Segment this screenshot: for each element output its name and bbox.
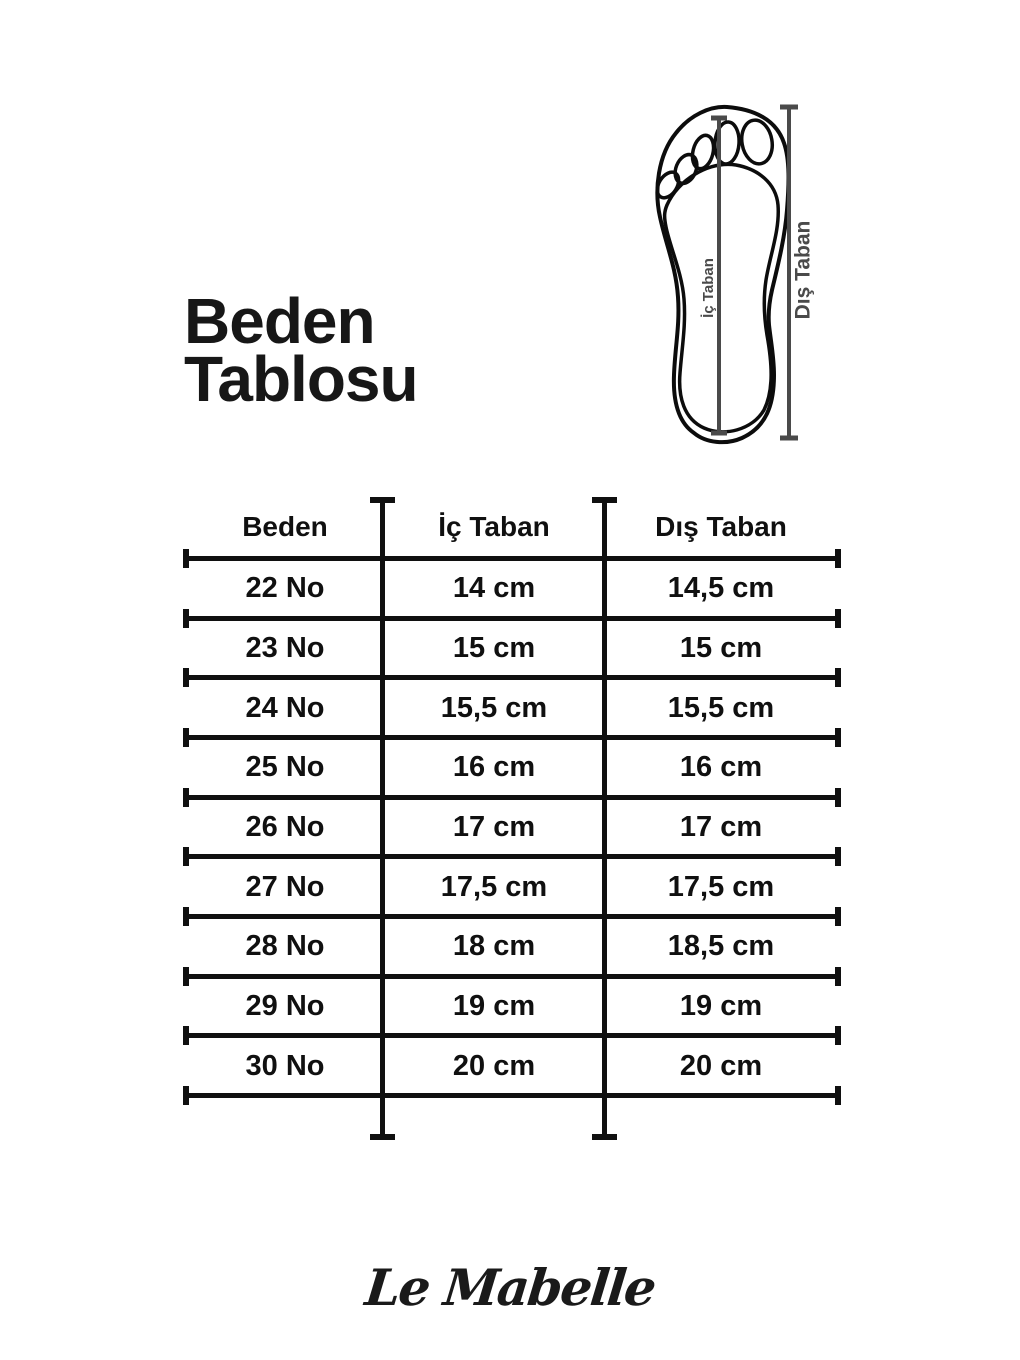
cell-dis-taban: 17 cm	[679, 810, 763, 843]
table-row	[187, 626, 837, 670]
cell-ic-taban: 17,5 cm	[440, 870, 548, 903]
cell-ic-taban: 19 cm	[452, 989, 536, 1022]
cell-ic-taban: 15 cm	[452, 631, 536, 664]
row-divider	[187, 914, 837, 919]
table-row	[187, 686, 837, 730]
row-divider	[187, 675, 837, 680]
row-divider	[187, 616, 837, 621]
table-row	[187, 924, 837, 968]
big-toe-icon	[738, 118, 775, 167]
cell-beden: 25 No	[245, 750, 325, 783]
cell-beden: 28 No	[245, 929, 325, 962]
cell-ic-taban: 20 cm	[452, 1049, 536, 1082]
cell-dis-taban: 14,5 cm	[667, 571, 775, 604]
cell-beden: 26 No	[245, 810, 325, 843]
foot-diagram	[618, 85, 870, 465]
cell-dis-taban: 15,5 cm	[667, 691, 775, 724]
table-row	[187, 984, 837, 1028]
cell-dis-taban: 19 cm	[679, 989, 763, 1022]
page-title	[184, 285, 418, 415]
cell-beden: 29 No	[245, 989, 325, 1022]
row-divider	[187, 795, 837, 800]
row-divider	[187, 1033, 837, 1038]
table-row	[187, 805, 837, 849]
table-header-row	[187, 505, 837, 549]
outer-sole-label: Dış Taban	[791, 220, 815, 320]
cell-beden: 22 No	[245, 571, 325, 604]
cell-ic-taban: 17 cm	[452, 810, 536, 843]
cell-dis-taban: 18,5 cm	[667, 929, 775, 962]
cell-dis-taban: 20 cm	[679, 1049, 763, 1082]
row-divider	[187, 1093, 837, 1098]
page-title-line2: Tablosu	[184, 343, 418, 415]
table-row	[187, 865, 837, 909]
cell-beden: 27 No	[245, 870, 325, 903]
row-divider	[187, 854, 837, 859]
cell-dis-taban: 17,5 cm	[667, 870, 775, 903]
table-row	[187, 1044, 837, 1088]
cell-beden: 30 No	[245, 1049, 325, 1082]
row-divider	[187, 735, 837, 740]
cell-beden: 23 No	[245, 631, 325, 664]
header-ic-taban: İç Taban	[438, 511, 550, 542]
size-table	[187, 497, 837, 1140]
row-divider	[187, 556, 837, 561]
table-row	[187, 566, 837, 610]
cell-dis-taban: 15 cm	[679, 631, 763, 664]
header-dis-taban: Dış Taban	[655, 511, 787, 542]
cell-beden: 24 No	[245, 691, 325, 724]
inner-sole-label: İç Taban	[699, 258, 717, 318]
cell-ic-taban: 14 cm	[452, 571, 536, 604]
brand-logo: Le Mabelle	[362, 1258, 658, 1317]
row-divider	[187, 974, 837, 979]
inner-footprint-outline	[665, 164, 779, 431]
cell-ic-taban: 15,5 cm	[440, 691, 548, 724]
header-beden: Beden	[242, 511, 328, 542]
cell-ic-taban: 18 cm	[452, 929, 536, 962]
cell-dis-taban: 16 cm	[679, 750, 763, 783]
page-title-line1: Beden	[184, 285, 375, 357]
table-row	[187, 745, 837, 789]
cell-ic-taban: 16 cm	[452, 750, 536, 783]
